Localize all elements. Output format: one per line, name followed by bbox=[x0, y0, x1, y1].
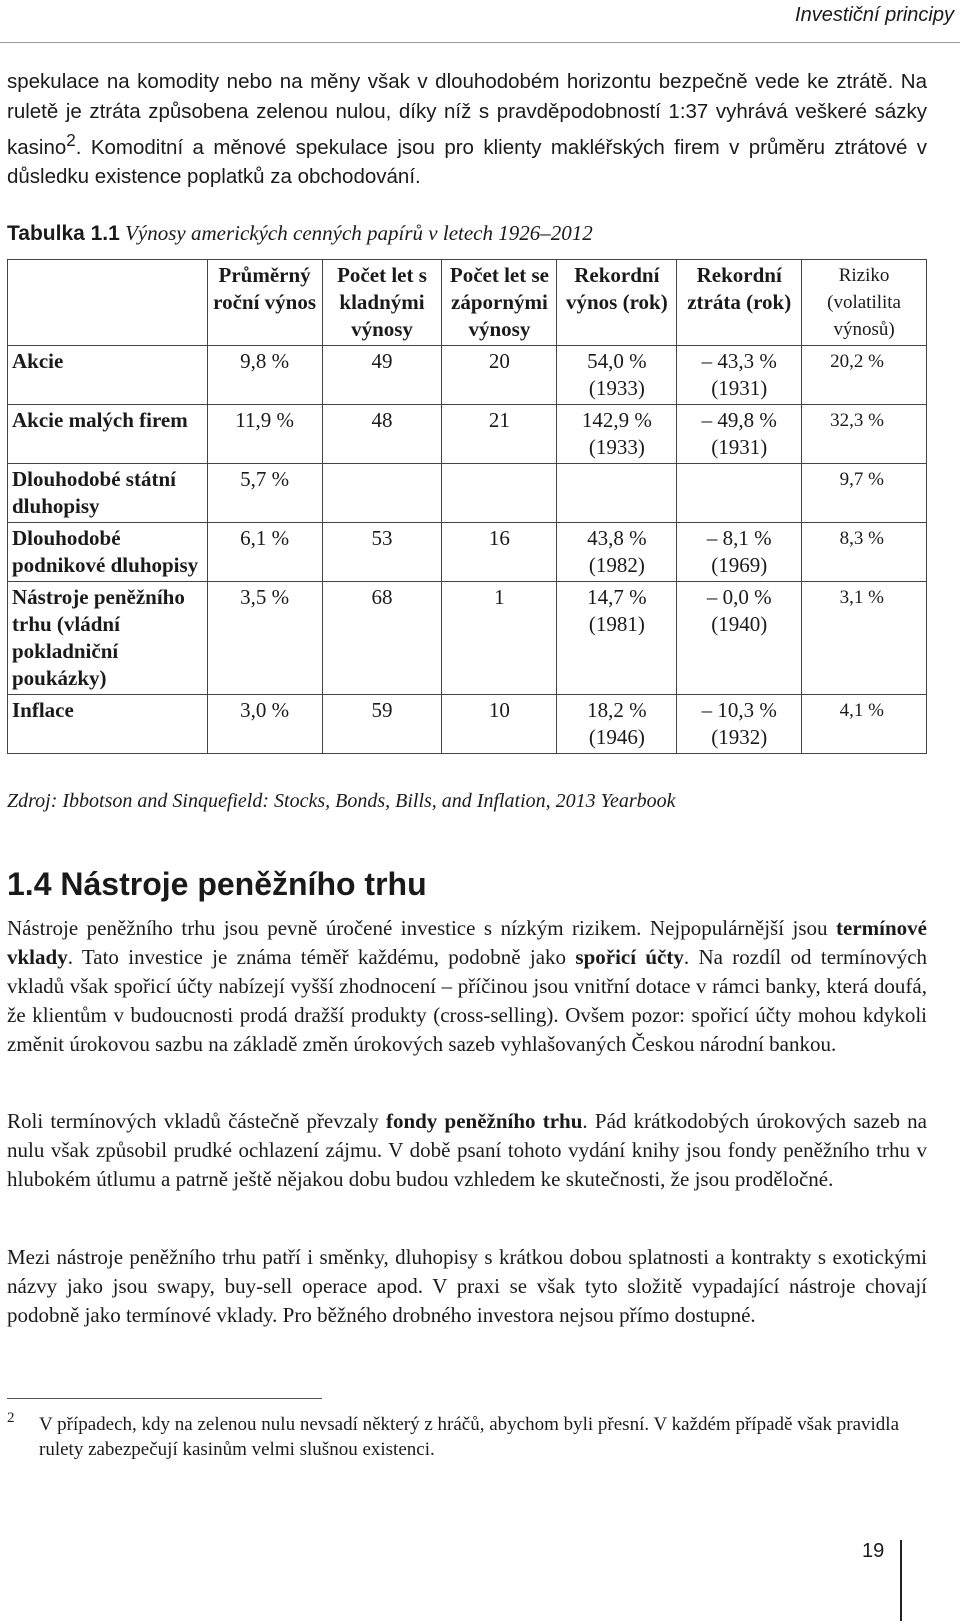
cell-neg: 16 bbox=[442, 523, 557, 582]
row-label: Dlouhodobé podnikové dluhopisy bbox=[8, 523, 208, 582]
row-label: Nástroje peněžního trhu (vládní pokladniční poukázky) bbox=[8, 582, 208, 695]
intro-text-a: spekulace na komodity nebo na měny však v dlouhodobém horizontu bezpečně vede ke ztrátě. Na ruletě je ztráta způsobena zelenou nulou, díky níž s pravděpodobností 1:37 vyhrává veškeré sázky kasino bbox=[7, 70, 927, 159]
intro-text-b: . Komoditní a měnové spekulace jsou pro klienty makléřských firem v průměru ztrátové v důsledku existence poplatků za obchodování. bbox=[7, 135, 927, 189]
table-source: Zdroj: Ibbotson and Sinquefield: Stocks, Bonds, Bills, and Inflation, 2013 Yearbook bbox=[7, 790, 676, 812]
cell-pos: 49 bbox=[322, 346, 442, 405]
row-label: Dlouhodobé státní dluhopisy bbox=[8, 464, 208, 523]
header-risk: Riziko (volatilita výnosů) bbox=[802, 260, 927, 346]
table-caption-label: Tabulka 1.1 bbox=[7, 222, 120, 245]
footnote-divider bbox=[7, 1398, 322, 1399]
table-row bbox=[8, 695, 927, 754]
cell-best: 54,0 % (1933) bbox=[557, 346, 677, 405]
cell-worst: – 10,3 % (1932) bbox=[677, 695, 802, 754]
cell-neg: 10 bbox=[442, 695, 557, 754]
table-caption-text: Výnosy amerických cenných papírů v letech 1926–2012 bbox=[119, 221, 593, 245]
page-number: 19 bbox=[862, 1540, 885, 1562]
cell-worst: – 0,0 % (1940) bbox=[677, 582, 802, 695]
cell-avg: 6,1 % bbox=[207, 523, 322, 582]
cell-worst: – 49,8 % (1931) bbox=[677, 405, 802, 464]
table-row bbox=[8, 464, 927, 523]
para1-savings-accounts: spořicí účty bbox=[575, 945, 684, 969]
cell-neg: 1 bbox=[442, 582, 557, 695]
table-caption bbox=[7, 221, 593, 246]
para1-text-c: . Tato investice je známa téměř každému, podobně jako bbox=[67, 945, 576, 969]
footnote-ref: 2 bbox=[66, 131, 76, 150]
cell-best bbox=[557, 464, 677, 523]
cell-avg: 3,5 % bbox=[207, 582, 322, 695]
para2-money-market-funds: fondy peněžního trhu bbox=[385, 1109, 583, 1133]
table-row bbox=[8, 346, 927, 405]
row-label: Akcie bbox=[8, 346, 208, 405]
cell-risk: 4,1 % bbox=[802, 695, 927, 754]
cell-best: 142,9 % (1933) bbox=[557, 405, 677, 464]
paragraph-2 bbox=[7, 1107, 927, 1194]
row-label: Inflace bbox=[8, 695, 208, 754]
footnote-number: 2 bbox=[7, 1410, 15, 1426]
header-empty bbox=[8, 260, 208, 346]
cell-best: 43,8 % (1982) bbox=[557, 523, 677, 582]
cell-risk: 32,3 % bbox=[802, 405, 927, 464]
running-header bbox=[0, 0, 960, 43]
cell-risk: 8,3 % bbox=[802, 523, 927, 582]
cell-best: 14,7 % (1981) bbox=[557, 582, 677, 695]
cell-risk: 20,2 % bbox=[802, 346, 927, 405]
paragraph-1 bbox=[7, 914, 927, 1059]
header-pos: Počet let s kladnými výnosy bbox=[322, 260, 442, 346]
page-number-rule bbox=[900, 1540, 902, 1621]
table-row bbox=[8, 405, 927, 464]
header-neg: Počet let se zápornými výnosy bbox=[442, 260, 557, 346]
cell-pos: 59 bbox=[322, 695, 442, 754]
para2-text-a: Roli termínových vkladů částečně převzaly bbox=[7, 1109, 386, 1133]
table-header-row bbox=[8, 260, 927, 346]
section-heading: 1.4 Nástroje peněžního trhu bbox=[7, 866, 427, 902]
returns-table bbox=[7, 259, 927, 754]
cell-avg: 11,9 % bbox=[207, 405, 322, 464]
cell-pos: 53 bbox=[322, 523, 442, 582]
footnote-text: V případech, kdy na zelenou nulu nevsadí některý z hráčů, abychom byli přesní. V každém případě však pravidla rulety zabezpečují kasinům velmi slušnou existenci. bbox=[39, 1414, 900, 1460]
intro-paragraph bbox=[7, 67, 927, 192]
cell-best: 18,2 % (1946) bbox=[557, 695, 677, 754]
cell-risk: 3,1 % bbox=[802, 582, 927, 695]
table-row bbox=[8, 582, 927, 695]
paragraph-3: Mezi nástroje peněžního trhu patří i směnky, dluhopisy s krátkou dobou splatnosti a kontrakty s exotickými názvy jako jsou swapy, buy-sell operace apod. V praxi se však tyto složitě vypadající nástroje chovají podobně jako termínové vklady. Pro běžného drobného investora nejsou přímo dostupné. bbox=[7, 1245, 927, 1327]
cell-avg: 5,7 % bbox=[207, 464, 322, 523]
para1-text-a: Nástroje peněžního trhu jsou pevně úročené investice s nízkým rizikem. Nejpopulárnější jsou bbox=[7, 916, 837, 940]
header-best: Rekordní výnos (rok) bbox=[557, 260, 677, 346]
header-worst: Rekordní ztráta (rok) bbox=[677, 260, 802, 346]
cell-worst: – 43,3 % (1931) bbox=[677, 346, 802, 405]
row-label: Akcie malých firem bbox=[8, 405, 208, 464]
cell-pos: 68 bbox=[322, 582, 442, 695]
cell-neg: 20 bbox=[442, 346, 557, 405]
cell-neg: 21 bbox=[442, 405, 557, 464]
cell-risk: 9,7 % bbox=[802, 464, 927, 523]
header-avg: Průměrný roční výnos bbox=[207, 260, 322, 346]
cell-worst bbox=[677, 464, 802, 523]
running-header-title: Investiční principy bbox=[795, 4, 954, 26]
cell-pos bbox=[322, 464, 442, 523]
para1-term-deposits: termínové vklady bbox=[7, 916, 927, 969]
para1-text-d: . Na rozdíl od termínových vkladů však spořicí účty nabízejí vyšší zhodnocení – příčinou jsou vnitřní dotace v rámci banky, která doufá, že klientům v budoucnosti prodá dražší produkty (cross-selling). Ovšem pozor: spořicí účty mohou kdykoli změnit úrokovou sazbu na základě změn úrokových sazeb vyhlašovaných Českou národní bankou. bbox=[7, 945, 928, 1056]
cell-avg: 9,8 % bbox=[207, 346, 322, 405]
para2-text-c: . Pád krátkodobých úrokových sazeb na nulu však způsobil prudké ochlazení zájmu. V době psaní tohoto vydání knihy jsou fondy peněžního trhu v hlubokém útlumu a patrně ještě nějakou dobu budou vzhledem ke skutečnosti, že jsou proděločné. bbox=[7, 1109, 927, 1191]
cell-avg: 3,0 % bbox=[207, 695, 322, 754]
cell-pos: 48 bbox=[322, 405, 442, 464]
cell-neg bbox=[442, 464, 557, 523]
cell-worst: – 8,1 % (1969) bbox=[677, 523, 802, 582]
table-row bbox=[8, 523, 927, 582]
